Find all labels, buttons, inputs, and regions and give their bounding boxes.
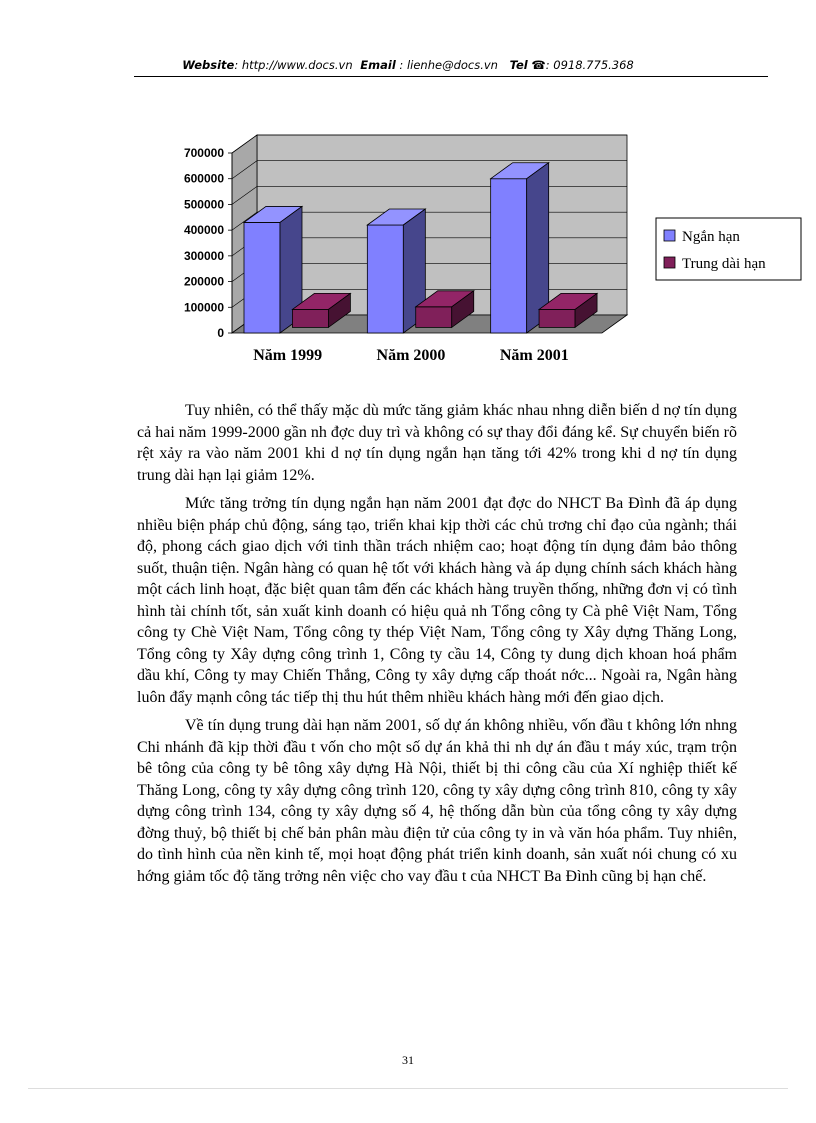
page-number: 31 xyxy=(402,1053,414,1067)
legend-label: Ngắn hạn xyxy=(682,229,740,245)
paragraph-1: Tuy nhiên, có thể thấy mặc dù mức tăng giảm khác nhau nhng diễn biến d nợ tín dụng cả hai năm 1999-2000 gần nh đợc duy trì và không có sự thay đổi đáng kể. Sự chuyển biến rõ rệt xảy ra vào năm 2001 khi d nợ tín dụng ngắn hạn tăng tới 42% trong khi d nợ tín dụng trung dài hạn lại giảm 12%. xyxy=(137,402,737,484)
y-tick-label: 100000 xyxy=(183,300,224,315)
bar-front xyxy=(539,309,575,327)
y-tick-label: 400000 xyxy=(183,223,224,238)
paragraph-3: Về tín dụng trung dài hạn năm 2001, số dự án không nhiều, vốn đầu t không lớn nhng Chi nhánh đã kịp thời đầu t vốn cho một số dự án khả thi nh dự án đầu t máy xúc, trạm trộn bê tông của công ty bê tông xây dựng Hà Nội, thiết bị thi công cầu của Xí nghiệp thiết kế Thăng Long, công ty xây dựng công trình 120, công ty xây dựng công trình 810, công ty xây dựng công trình 134, công ty xây dựng số 4, hệ thống dẫn bùn của tổng công ty xây dựng đờng thuỷ, bộ thiết bị chế bản phân màu điện tử của công ty in và văn hóa phẩm. Tuy nhiên, do tình hình của nền kinh tế, mọi hoạt động phát triển kinh doanh, sản xuất nói chung có xu hớng giảm tốc độ tăng trởng nên việc cho vay đầu t của NHCT Ba Đình cũng bị hạn chế. xyxy=(137,717,737,885)
y-tick-label: 0 xyxy=(217,326,224,340)
y-tick-label: 200000 xyxy=(183,274,224,289)
x-category-label: Năm 2001 xyxy=(499,347,569,364)
bar-chart xyxy=(165,120,805,372)
header-rule xyxy=(134,76,768,77)
x-category-label: Năm 2000 xyxy=(376,347,446,364)
phone-icon: ☎ xyxy=(531,58,546,72)
chart-back-wall xyxy=(257,135,627,315)
bottom-rule xyxy=(28,1088,788,1089)
y-tick-label: 700000 xyxy=(183,146,224,160)
bar-front xyxy=(367,225,403,333)
tel-label: Tel xyxy=(509,58,528,72)
bar-short-term xyxy=(491,163,549,333)
website-label: Website xyxy=(182,58,235,72)
y-tick-label: 300000 xyxy=(183,248,224,263)
y-tick-label: 500000 xyxy=(183,197,224,212)
bar-front xyxy=(292,309,328,327)
tel-value: : 0918.775.368 xyxy=(545,58,634,72)
bar-front xyxy=(416,307,452,328)
legend-swatch xyxy=(664,230,675,241)
bar-front xyxy=(491,179,527,333)
email-value: : lienhe@docs.vn xyxy=(399,58,498,72)
body-text xyxy=(137,400,737,894)
paragraph-2: Mức tăng trởng tín dụng ngắn hạn năm 2001 đạt đợc do NHCT Ba Đình đã áp dụng nhiều biện pháp chủ động, sáng tạo, triển khai kịp thời các chủ trơng chỉ đạo của ngành; thái độ, phong cách giao dịch với tinh thần trách nhiệm cao; hoạt động tín dụng đảm bảo thông suốt, thuận tiện. Ngân hàng có quan hệ tốt với khách hàng và áp dụng chính sách khách hàng một cách linh hoạt, đặc biệt quan tâm đến các khách hàng truyền thống, những đơn vị có tình hình tài chính tốt, sản xuất kinh doanh có hiệu quả nh Tổng công ty Cà phê Việt Nam, Tổng công ty Chè Việt Nam, Tổng công ty thép Việt Nam, Tổng công ty Xây dựng Thăng Long, Tổng công ty Xây dựng công trình 1, Công ty cầu 14, Công ty dung dịch khoan hoá phẩm dầu khí, Công ty may Chiến Thắng, Công ty xây dựng cấp thoát nớc... Ngoài ra, Ngân hàng luôn đẩy mạnh công tác tiếp thị thu hút thêm nhiều khách hàng mới đến giao dịch. xyxy=(137,495,737,706)
website-value: : http://www.docs.vn xyxy=(234,58,353,72)
legend-swatch xyxy=(664,257,675,268)
email-label: Email xyxy=(360,58,396,72)
bar-front xyxy=(244,222,280,333)
legend-label: Trung dài hạn xyxy=(682,256,766,272)
y-tick-label: 600000 xyxy=(183,171,224,186)
x-category-label: Năm 1999 xyxy=(253,347,323,364)
page-header xyxy=(0,58,816,72)
